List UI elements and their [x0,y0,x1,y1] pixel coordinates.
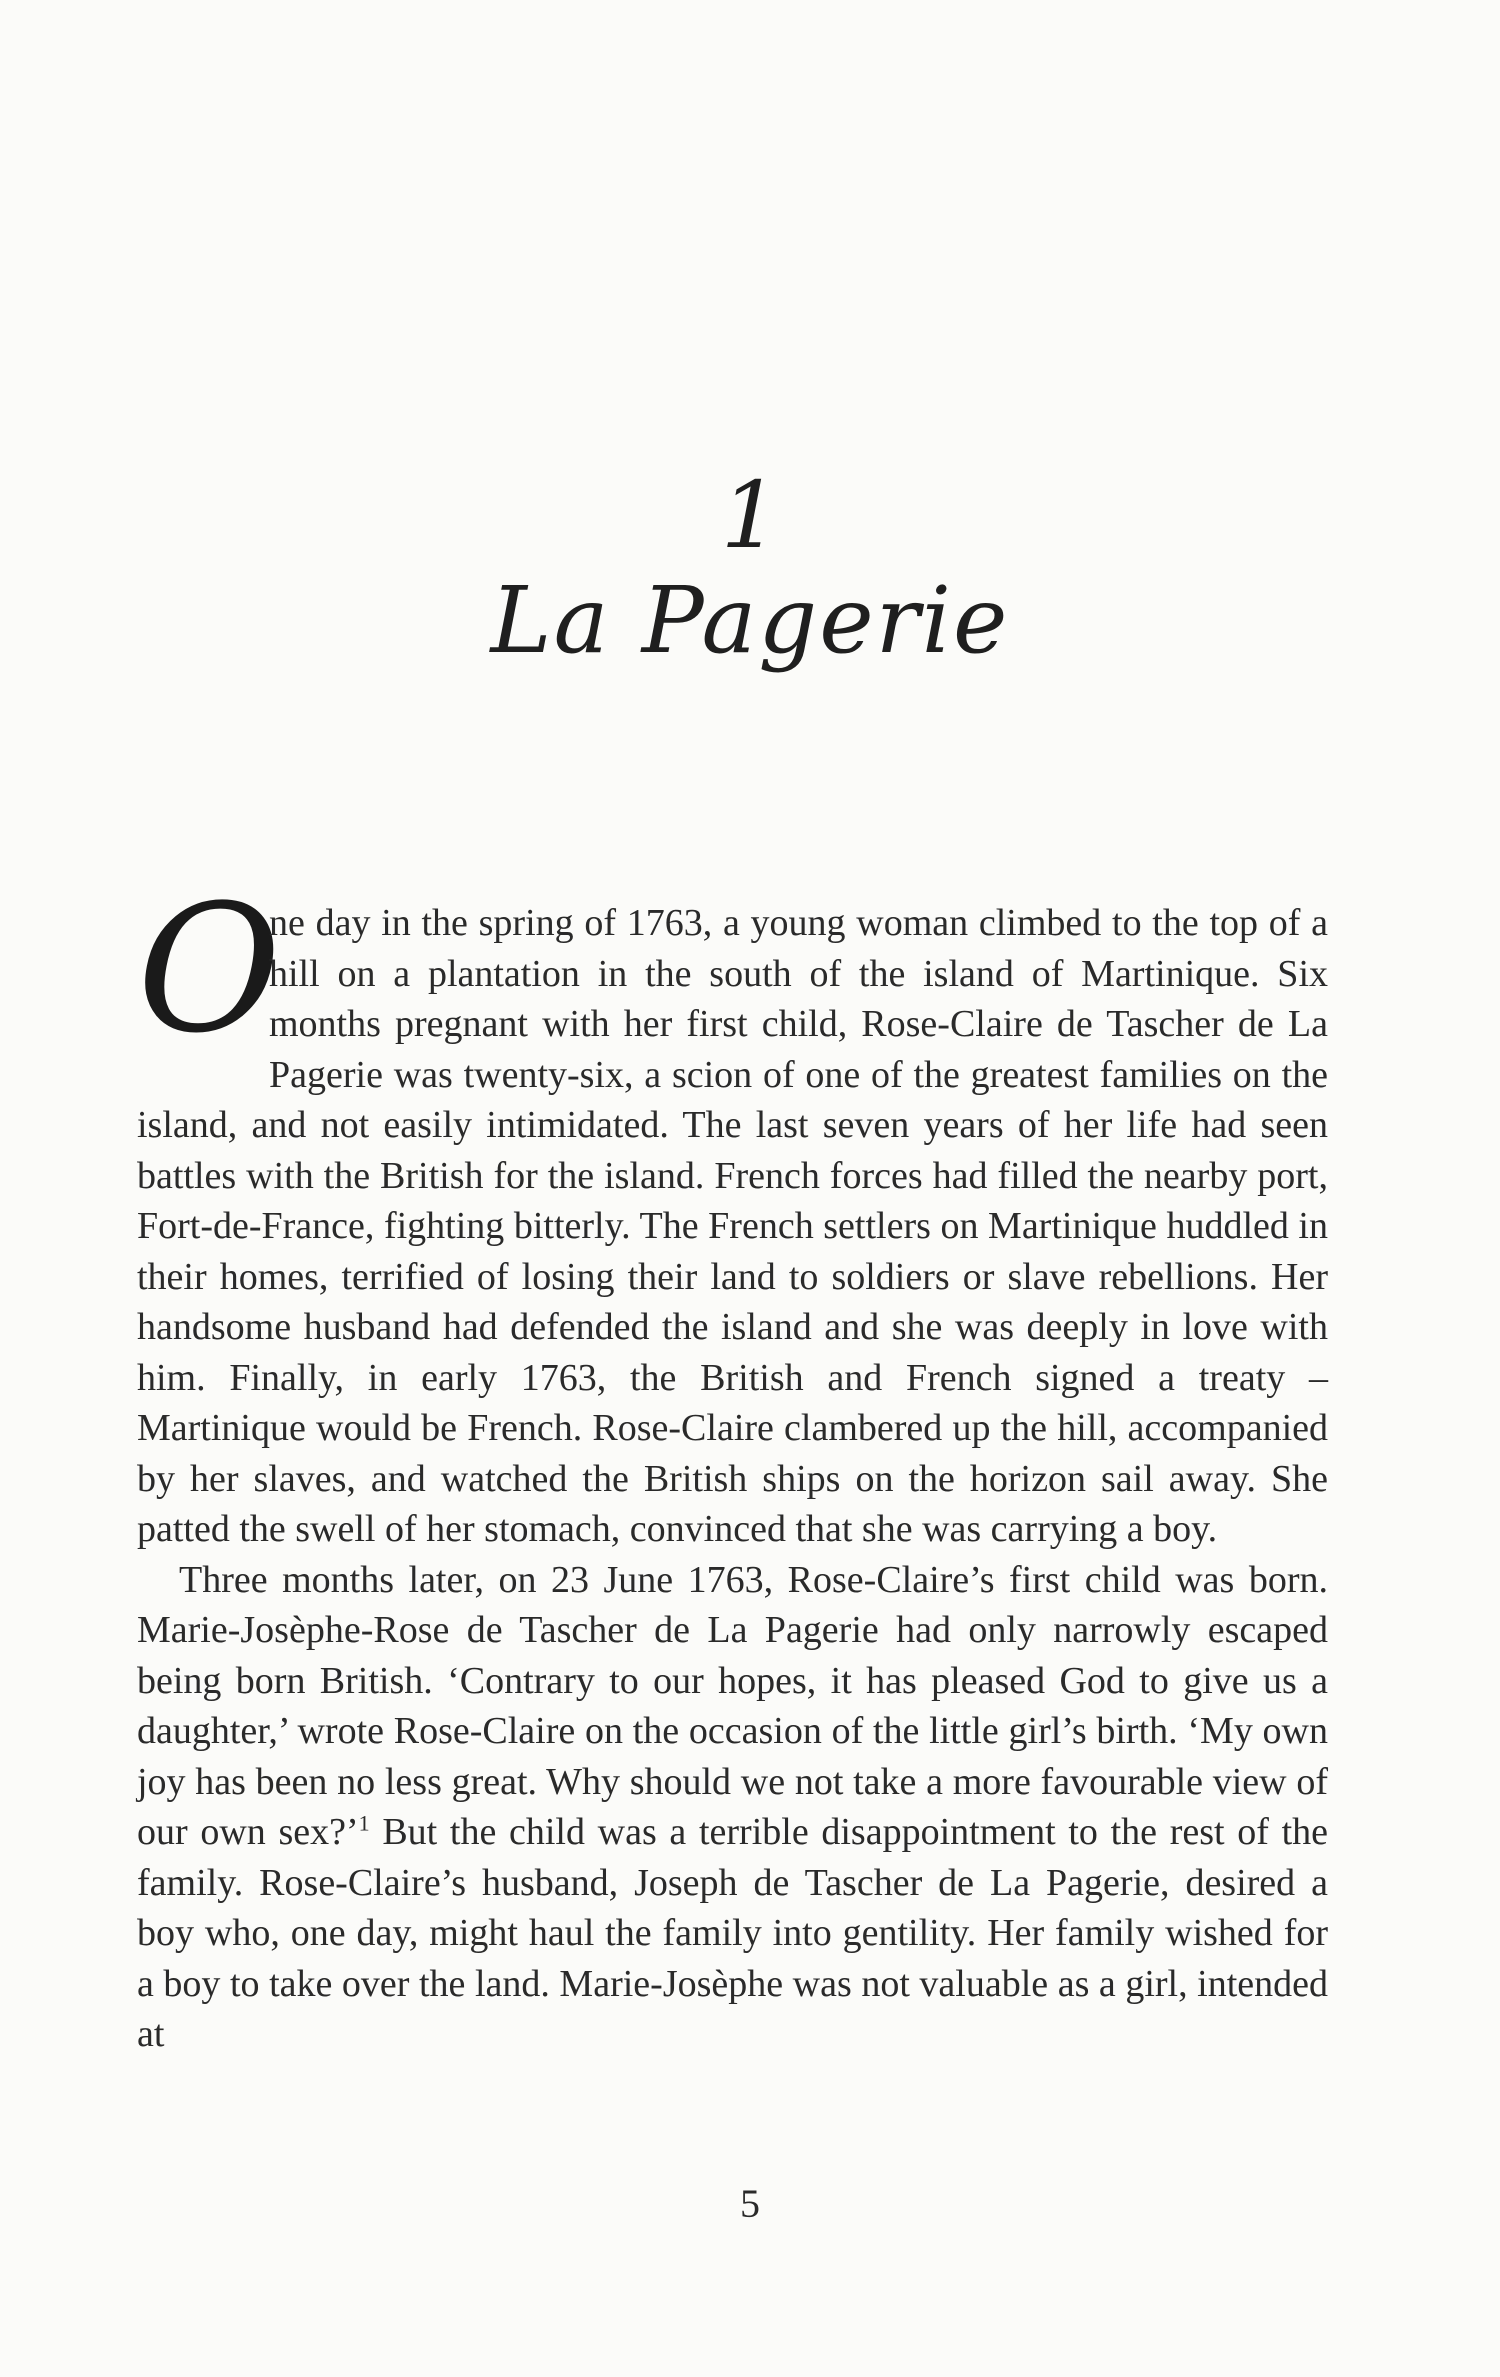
paragraph-2-text-end: But the child was a terrible disappointment to the rest of the family. Rose-Claire’s husband, Joseph de Tascher de La Pagerie, desired a boy who, one day, might haul the family into gentility. Her family wished for a boy to take over the land. Marie-Josèphe was not valuable as a girl, intended at [137,1811,1328,2055]
chapter-number: 1 [720,462,780,569]
chapter-body [137,867,1328,2060]
page-number: 5 [740,2181,760,2226]
paragraph-2-text-start: Three months later, on 23 June 1763, Rose-Claire’s first child was born. Marie-Josèphe-Rose de Tascher de La Pagerie had only narrowly escaped being born British. ‘Contrary to our hopes, it has pleased God to give us a daughter,’ wrote Rose-Claire on the occasion of the little girl’s birth. ‘My own joy has been no less great. Why should we not take a more favourable view of our own sex?’ [137,1558,1328,1853]
paragraph-2 [137,1555,1328,2060]
drop-cap: O [137,867,282,1072]
paragraph-1-text: ne day in the spring of 1763, a young woman climbed to the top of a hill on a plantation in the south of the island of Martinique. Six months pregnant with her first child, Rose-Claire de Tascher de La Pagerie was twenty-six, a scion of one of the greatest families on the island, and not easily intimidated. The last seven years of her life had seen battles with the British for the island. French forces had filled the nearby port, Fort-de-France, fighting bitterly. The French settlers on Martinique huddled in their homes, terrified of losing their land to soldiers or slave rebellions. Her handsome husband had defended the island and she was deeply in love with him. Finally, in early 1763, the British and French signed a treaty – Martinique would be French. Rose-Claire clambered up the hill, accompanied by her slaves, and watched the British ships on the horizon sail away. She patted the swell of her stomach, convinced that she was carrying a boy. [137,902,1328,1550]
chapter-title: La Pagerie [490,567,1010,674]
footnote-marker: 1 [358,1810,370,1836]
paragraph-1 [137,867,1328,1555]
